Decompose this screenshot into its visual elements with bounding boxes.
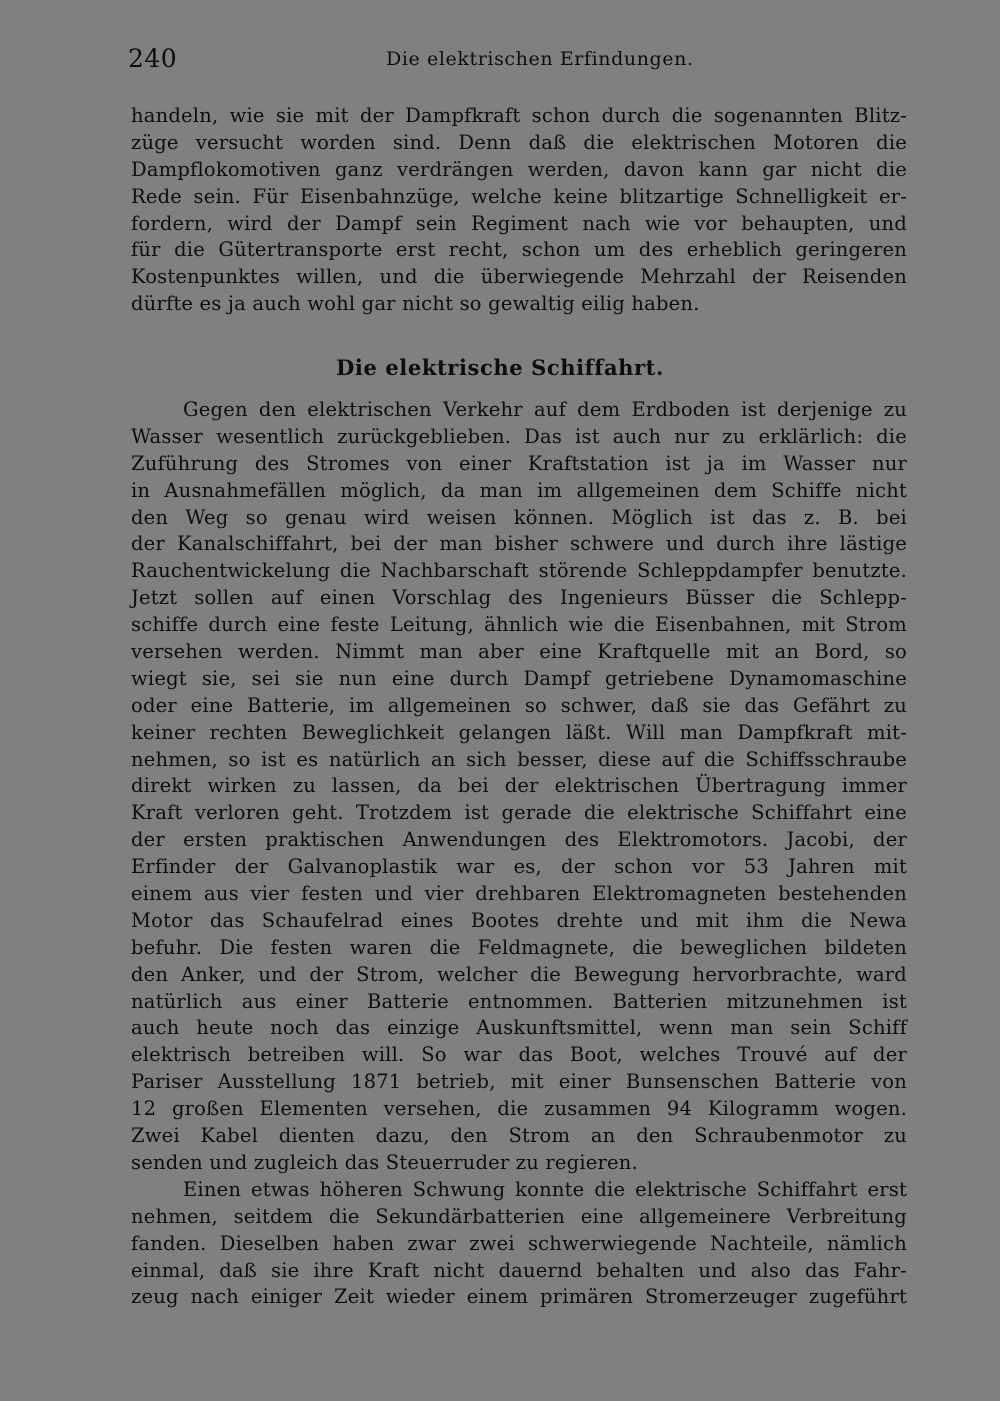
text-line: nehmen, seitdem die Sekundärbatterien eine allgemeinere Verbreitung [131,1204,907,1228]
text-line: dürfte es ja auch wohl gar nicht so gewaltig eilig haben. [131,292,700,316]
text-line: der ersten praktischen Anwendungen des Elektromotors. Jacobi, der [131,828,907,852]
text-line: für die Gütertransporte erst recht, schon um des erheblich geringeren [131,238,907,262]
page-number: 240 [128,44,178,73]
text-line: zeug nach einiger Zeit wieder einem primären Stromerzeuger zugeführt [131,1285,907,1309]
text-line: in Ausnahmefällen möglich, da man im allgemeinen dem Schiffe nicht [131,478,907,502]
text-line: oder eine Batterie, im allgemeinen so schwer, daß sie das Gefährt zu [131,693,907,717]
text-line: keiner rechten Beweglichkeit gelangen läßt. Will man Dampfkraft mit- [131,720,907,744]
paragraph-3 [131,1177,907,1311]
text-line: Rede sein. Für Eisenbahnzüge, welche keine blitzartige Schnelligkeit er- [131,184,907,208]
text-line: Gegen den elektrischen Verkehr auf dem Erdboden ist derjenige zu [183,398,907,421]
text-line: Jetzt sollen auf einen Vorschlag des Ingenieurs Büsser die Schlepp- [131,586,907,610]
text-line: Zuführung des Stromes von einer Kraftstation ist ja im Wasser nur [131,451,907,475]
text-line: befuhr. Die festen waren die Feldmagnete, die beweglichen bildeten [131,935,907,959]
text-line: Wasser wesentlich zurückgeblieben. Das ist auch nur zu erklärlich: die [131,424,907,448]
text-line: handeln, wie sie mit der Dampfkraft schon durch die sogenannten Blitz- [131,104,907,127]
text-line: nehmen, so ist es natürlich an sich besser, diese auf die Schiffsschraube [131,747,907,771]
text-line: züge versucht worden sind. Denn daß die elektrischen Motoren die [131,130,907,154]
text-line: Kraft verloren geht. Trotzdem ist gerade die elektrische Schiffahrt eine [131,801,907,825]
running-title: Die elektrischen Erfindungen. [386,48,694,70]
text-line: versehen werden. Nimmt man aber eine Kraftquelle mit an Bord, so [131,640,907,664]
text-line: 12 großen Elementen versehen, die zusammen 94 Kilogramm wogen. [131,1097,907,1121]
page-header [128,44,906,78]
text-line: Zwei Kabel dienten dazu, den Strom an den Schraubenmotor zu [131,1124,907,1148]
text-line: natürlich aus einer Batterie entnommen. Batterien mitzunehmen ist [131,989,907,1013]
text-line: Dampflokomotiven ganz verdrängen werden, davon kann gar nicht die [131,157,907,181]
text-line: direkt wirken zu lassen, da bei der elektrischen Übertragung immer [131,774,907,798]
text-line: wiegt sie, sei sie nun eine durch Dampf getriebene Dynamomaschine [131,666,907,690]
section-heading: Die elektrische Schiffahrt. [336,355,664,380]
section-body [131,397,907,1311]
text-line: der Kanalschiffahrt, bei der man bisher schwere und durch ihre lästige [131,532,907,556]
text-line: Erfinder der Galvanoplastik war es, der schon vor 53 Jahren mit [131,855,907,879]
text-line: fordern, wird der Dampf sein Regiment nach wie vor behaupten, und [131,211,907,235]
text-line: Motor das Schaufelrad eines Bootes drehte und mit ihm die Newa [131,908,907,932]
text-line: schiffe durch eine feste Leitung, ähnlich wie die Eisenbahnen, mit Strom [131,613,907,637]
text-line: Rauchentwickelung die Nachbarschaft störende Schleppdampfer benutzte. [131,559,907,583]
text-line: einem aus vier festen und vier drehbaren Elektromagneten bestehenden [131,882,907,906]
text-line: elektrisch betreiben will. So war das Boot, welches Trouvé auf der [131,1043,907,1067]
paragraph-1 [131,103,907,318]
paragraph-2 [131,397,907,1177]
text-line: senden und zugleich das Steuerruder zu regieren. [131,1150,638,1174]
text-line: Einen etwas höheren Schwung konnte die elektrische Schiffahrt erst [183,1177,907,1201]
text-line: fanden. Dieselben haben zwar zwei schwerwiegende Nachteile, nämlich [131,1231,907,1255]
text-line: den Weg so genau wird weisen können. Möglich ist das z. B. bei [131,505,907,529]
text-line: Pariser Ausstellung 1871 betrieb, mit einer Bunsenschen Batterie von [131,1070,907,1094]
text-line: einmal, daß sie ihre Kraft nicht dauernd behalten und also das Fahr- [131,1258,907,1282]
text-line: Kostenpunktes willen, und die überwiegende Mehrzahl der Reisenden [131,265,907,289]
text-line: auch heute noch das einzige Auskunftsmittel, wenn man sein Schiff [131,1016,907,1040]
text-line: den Anker, und der Strom, welcher die Bewegung hervorbrachte, ward [131,962,907,986]
